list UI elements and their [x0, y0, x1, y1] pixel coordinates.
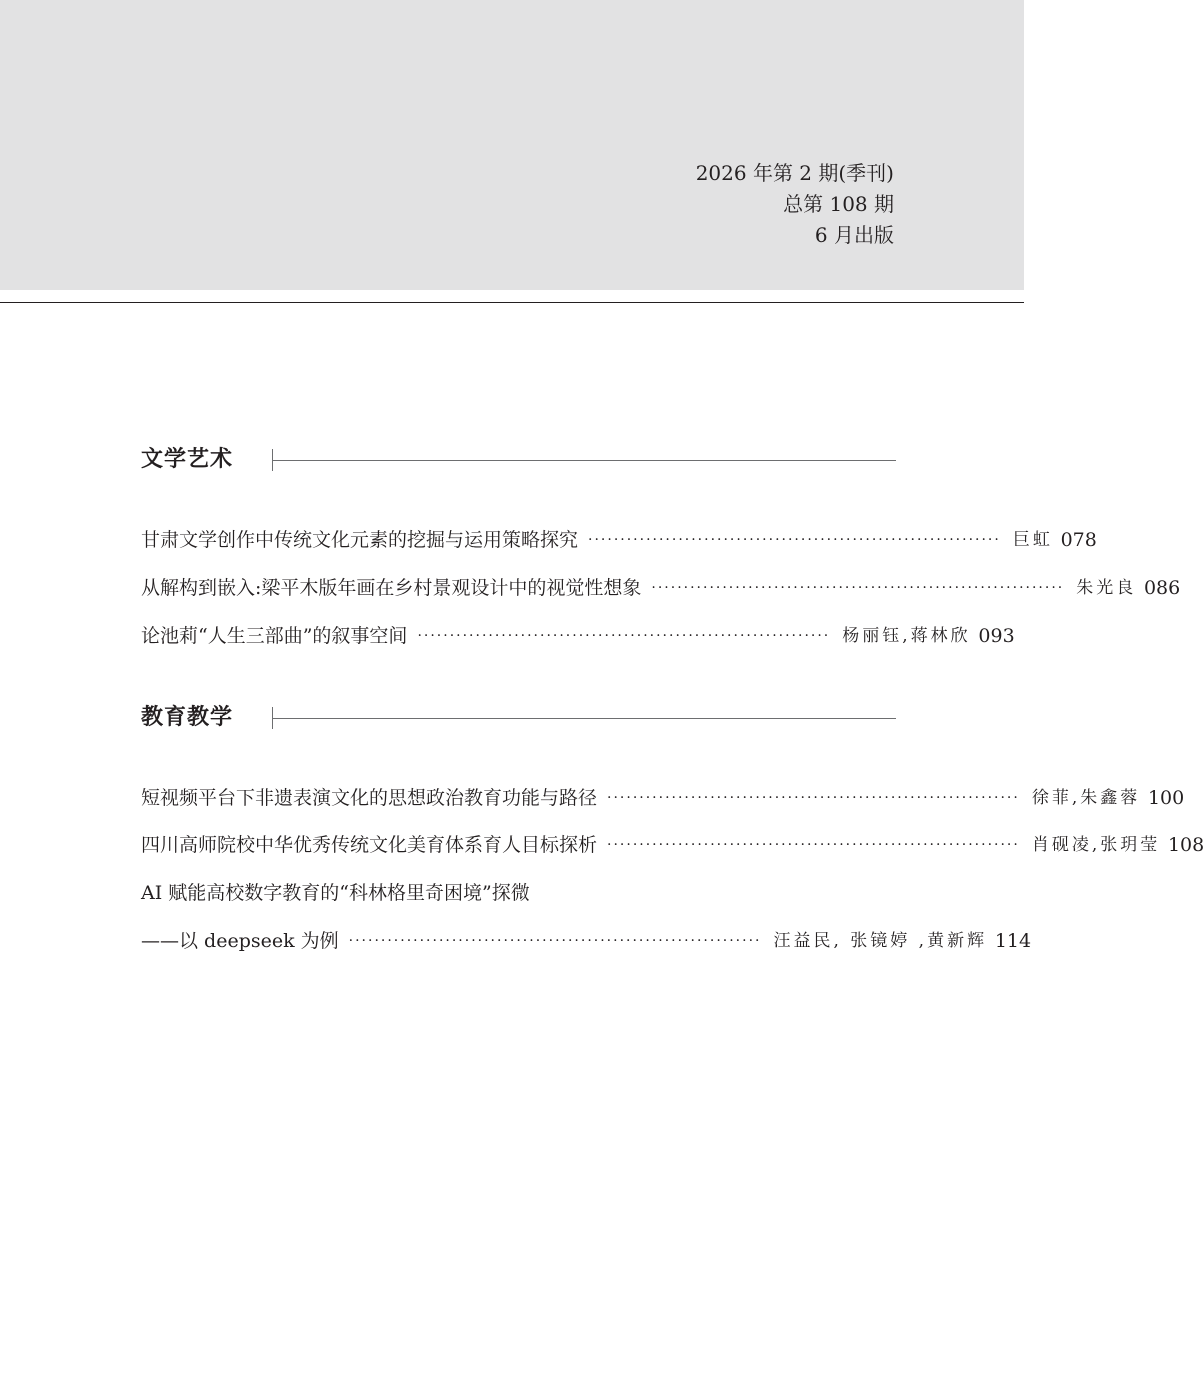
toc-entry-page: 100	[1147, 787, 1185, 809]
toc-entry-subtitle: ——以 deepseek 为例	[141, 930, 339, 952]
toc-entry-title: 从解构到嵌入:梁平木版年画在乡村景观设计中的视觉性想象	[141, 577, 642, 599]
total-issue: 总第 108 期	[783, 192, 894, 216]
header-rule	[0, 302, 1024, 303]
issue-info	[696, 158, 894, 251]
toc-entry[interactable]	[141, 525, 1097, 555]
toc-entry[interactable]	[141, 573, 1181, 603]
toc-entry-author: 徐菲,朱鑫蓉	[1031, 788, 1141, 808]
toc-entry-author: 汪益民, 张镜婷 ,黄新辉	[773, 931, 988, 951]
toc-entry[interactable]	[141, 830, 1204, 860]
toc-entry-page: 108	[1167, 834, 1204, 856]
toc-entry-page: 086	[1143, 577, 1181, 599]
section-heading	[141, 445, 896, 475]
section-title: 文学艺术	[141, 447, 234, 472]
toc-entry-page: 093	[978, 625, 1015, 647]
section-title: 教育教学	[141, 705, 234, 730]
section-divider-line	[272, 460, 896, 461]
header-band	[0, 0, 1024, 290]
publish-month: 6 月出版	[814, 223, 894, 247]
section-heading	[141, 703, 896, 733]
toc-entry-title: 论池莉“人生三部曲”的叙事空间	[141, 625, 408, 647]
toc-entry-title: 短视频平台下非遗表演文化的思想政治教育功能与路径	[141, 787, 598, 809]
toc-entry[interactable]	[141, 783, 1185, 813]
dot-leader: ································································	[348, 933, 762, 949]
toc-entry-title-line[interactable]	[141, 878, 896, 908]
issue-line: 2026 年第 2 期(季刊)	[695, 161, 894, 185]
toc-entry-page: 114	[994, 930, 1032, 952]
section-divider-line	[272, 718, 896, 719]
toc-entry-author: 杨丽钰,蒋林欣	[842, 626, 971, 646]
dot-leader: ································································	[607, 837, 1020, 853]
dot-leader: ································································	[417, 628, 831, 644]
toc-entry-page: 078	[1060, 529, 1097, 551]
toc-entry-author: 肖砚凌,张玥莹	[1031, 835, 1161, 855]
toc-entry[interactable]	[141, 621, 1015, 651]
dot-leader: ································································	[607, 790, 1020, 806]
dot-leader: ································································	[588, 532, 1001, 548]
toc-entry-title: AI 赋能高校数字教育的“科林格里奇困境”探微	[141, 882, 530, 904]
toc-entry-author: 朱光良	[1076, 578, 1137, 598]
dot-leader: ································································	[651, 580, 1065, 596]
toc-entry[interactable]	[141, 926, 1032, 956]
toc-entry-title: 四川高师院校中华优秀传统文化美育体系育人目标探析	[141, 834, 598, 856]
toc-entry-title: 甘肃文学创作中传统文化元素的挖掘与运用策略探究	[141, 529, 579, 551]
toc-entry-author: 巨虹	[1012, 530, 1053, 550]
